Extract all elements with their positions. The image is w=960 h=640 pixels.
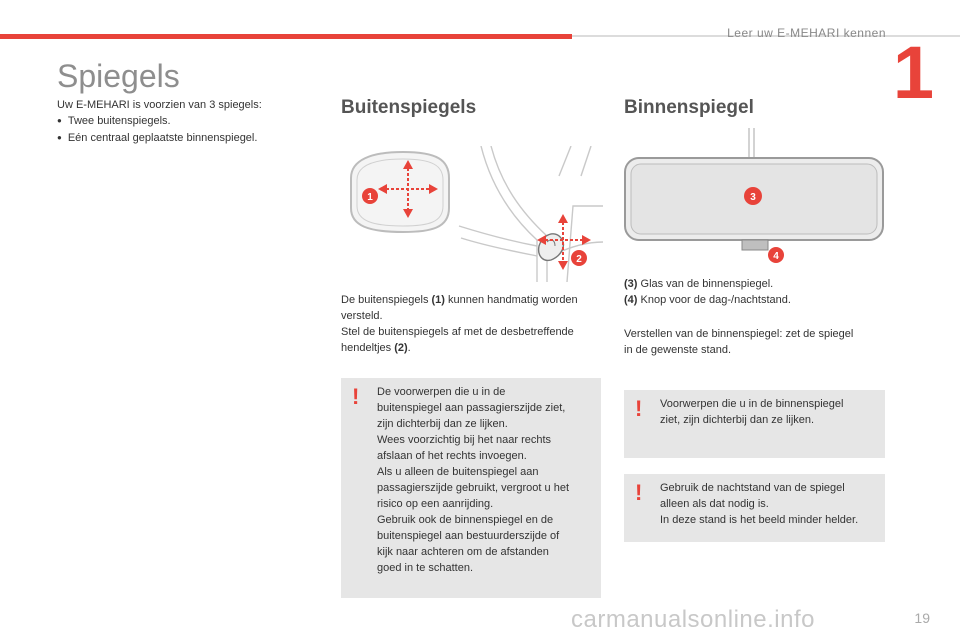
- warning-line: buitenspiegel aan bestuurderszijde of: [377, 530, 560, 542]
- warning-line: Als u alleen de buitenspiegel aan: [377, 466, 539, 478]
- buiten-p1-text: De buitenspiegels: [341, 294, 432, 306]
- buiten-p2-text: Stel de buitenspiegels af met de desbetreffende hendeltjes: [341, 326, 574, 354]
- intro-bullet-outside: ● Twee buitenspiegels.: [57, 113, 317, 130]
- heading-binnenspiegel: Binnenspiegel: [624, 97, 754, 118]
- heading-buitenspiegels: Buitenspiegels: [341, 97, 477, 118]
- legend-3-text: Glas van de binnenspiegel.: [637, 278, 774, 290]
- buiten-p2-ref: (2): [394, 342, 408, 354]
- warning-box-buitenspiegel: [341, 378, 601, 598]
- warning-box-binnenspiegel: [624, 390, 885, 458]
- warning-icon: !: [352, 384, 360, 409]
- buiten-p2-text-end: .: [407, 342, 411, 354]
- intro-bullet-inside: ● Eén centraal geplaatste binnenspiegel.: [57, 130, 317, 147]
- intro-text: Uw E-MEHARI is voorzien van 3 spiegels:: [57, 99, 262, 111]
- page-number: 19: [914, 610, 930, 626]
- inside-mirror-illustration: [624, 128, 886, 266]
- marker-3-label: 3: [750, 192, 756, 203]
- warning-line: kijk naar achteren om de afstanden: [377, 546, 549, 558]
- warning-line: alleen als dat nodig is.: [660, 498, 769, 510]
- warning-text: [660, 396, 877, 428]
- binnenspiegel-legend: [624, 276, 894, 308]
- warning-line: Wees voorzichtig bij het naar rechts: [377, 434, 552, 446]
- marker-1-label: 1: [367, 192, 373, 203]
- buiten-p1-text-end: kunnen handmatig worden versteld.: [341, 294, 578, 322]
- warning-text: [377, 384, 593, 576]
- warning-line: zijn dichterbij dan ze lijken.: [377, 418, 508, 430]
- legend-3-ref: (3): [624, 278, 638, 290]
- buitenspiegels-description: [341, 292, 581, 356]
- intro-block: [57, 97, 317, 147]
- warning-icon: !: [635, 480, 643, 505]
- section-header-title: Leer uw E-MEHARI kennen: [727, 26, 886, 40]
- adjust-line-1: Verstellen van de binnenspiegel: zet de spiegel: [624, 328, 854, 340]
- buiten-p1-ref: (1): [431, 294, 445, 306]
- warning-line: goed in te schatten.: [377, 562, 474, 574]
- outside-mirror-illustration: [341, 146, 603, 282]
- warning-line: buitenspiegel aan passagierszijde ziet,: [377, 402, 566, 414]
- warning-box-nachtstand: [624, 474, 885, 542]
- warning-line: In deze stand is het beeld minder helder.: [660, 514, 859, 526]
- warning-line: ziet, zijn dichterbij dan ze lijken.: [660, 414, 815, 426]
- warning-line: Voorwerpen die u in de binnenspiegel: [660, 398, 844, 410]
- page-title: Spiegels: [57, 58, 180, 94]
- marker-2-label: 2: [576, 254, 582, 265]
- warning-line: Gebruik ook de binnenspiegel en de: [377, 514, 554, 526]
- legend-4-text: Knop voor de dag-/nachtstand.: [637, 294, 791, 306]
- adjust-line-2: in de gewenste stand.: [624, 344, 732, 356]
- warning-line: afslaan of het rechts invoegen.: [377, 450, 527, 462]
- chapter-number: 1: [892, 31, 934, 114]
- warning-text: [660, 480, 877, 528]
- legend-4-ref: (4): [624, 294, 638, 306]
- warning-icon: !: [635, 396, 643, 421]
- binnenspiegel-adjust-text: [624, 326, 894, 358]
- watermark: carmanualsonline.info: [571, 606, 815, 633]
- warning-line: De voorwerpen die u in de: [377, 386, 506, 398]
- warning-line: risico op een aanrijding.: [377, 498, 494, 510]
- warning-line: Gebruik de nachtstand van de spiegel: [660, 482, 845, 494]
- marker-4-label: 4: [773, 251, 779, 262]
- header-accent-bar: [0, 34, 572, 39]
- warning-line: passagierszijde gebruikt, vergroot u het: [377, 482, 569, 494]
